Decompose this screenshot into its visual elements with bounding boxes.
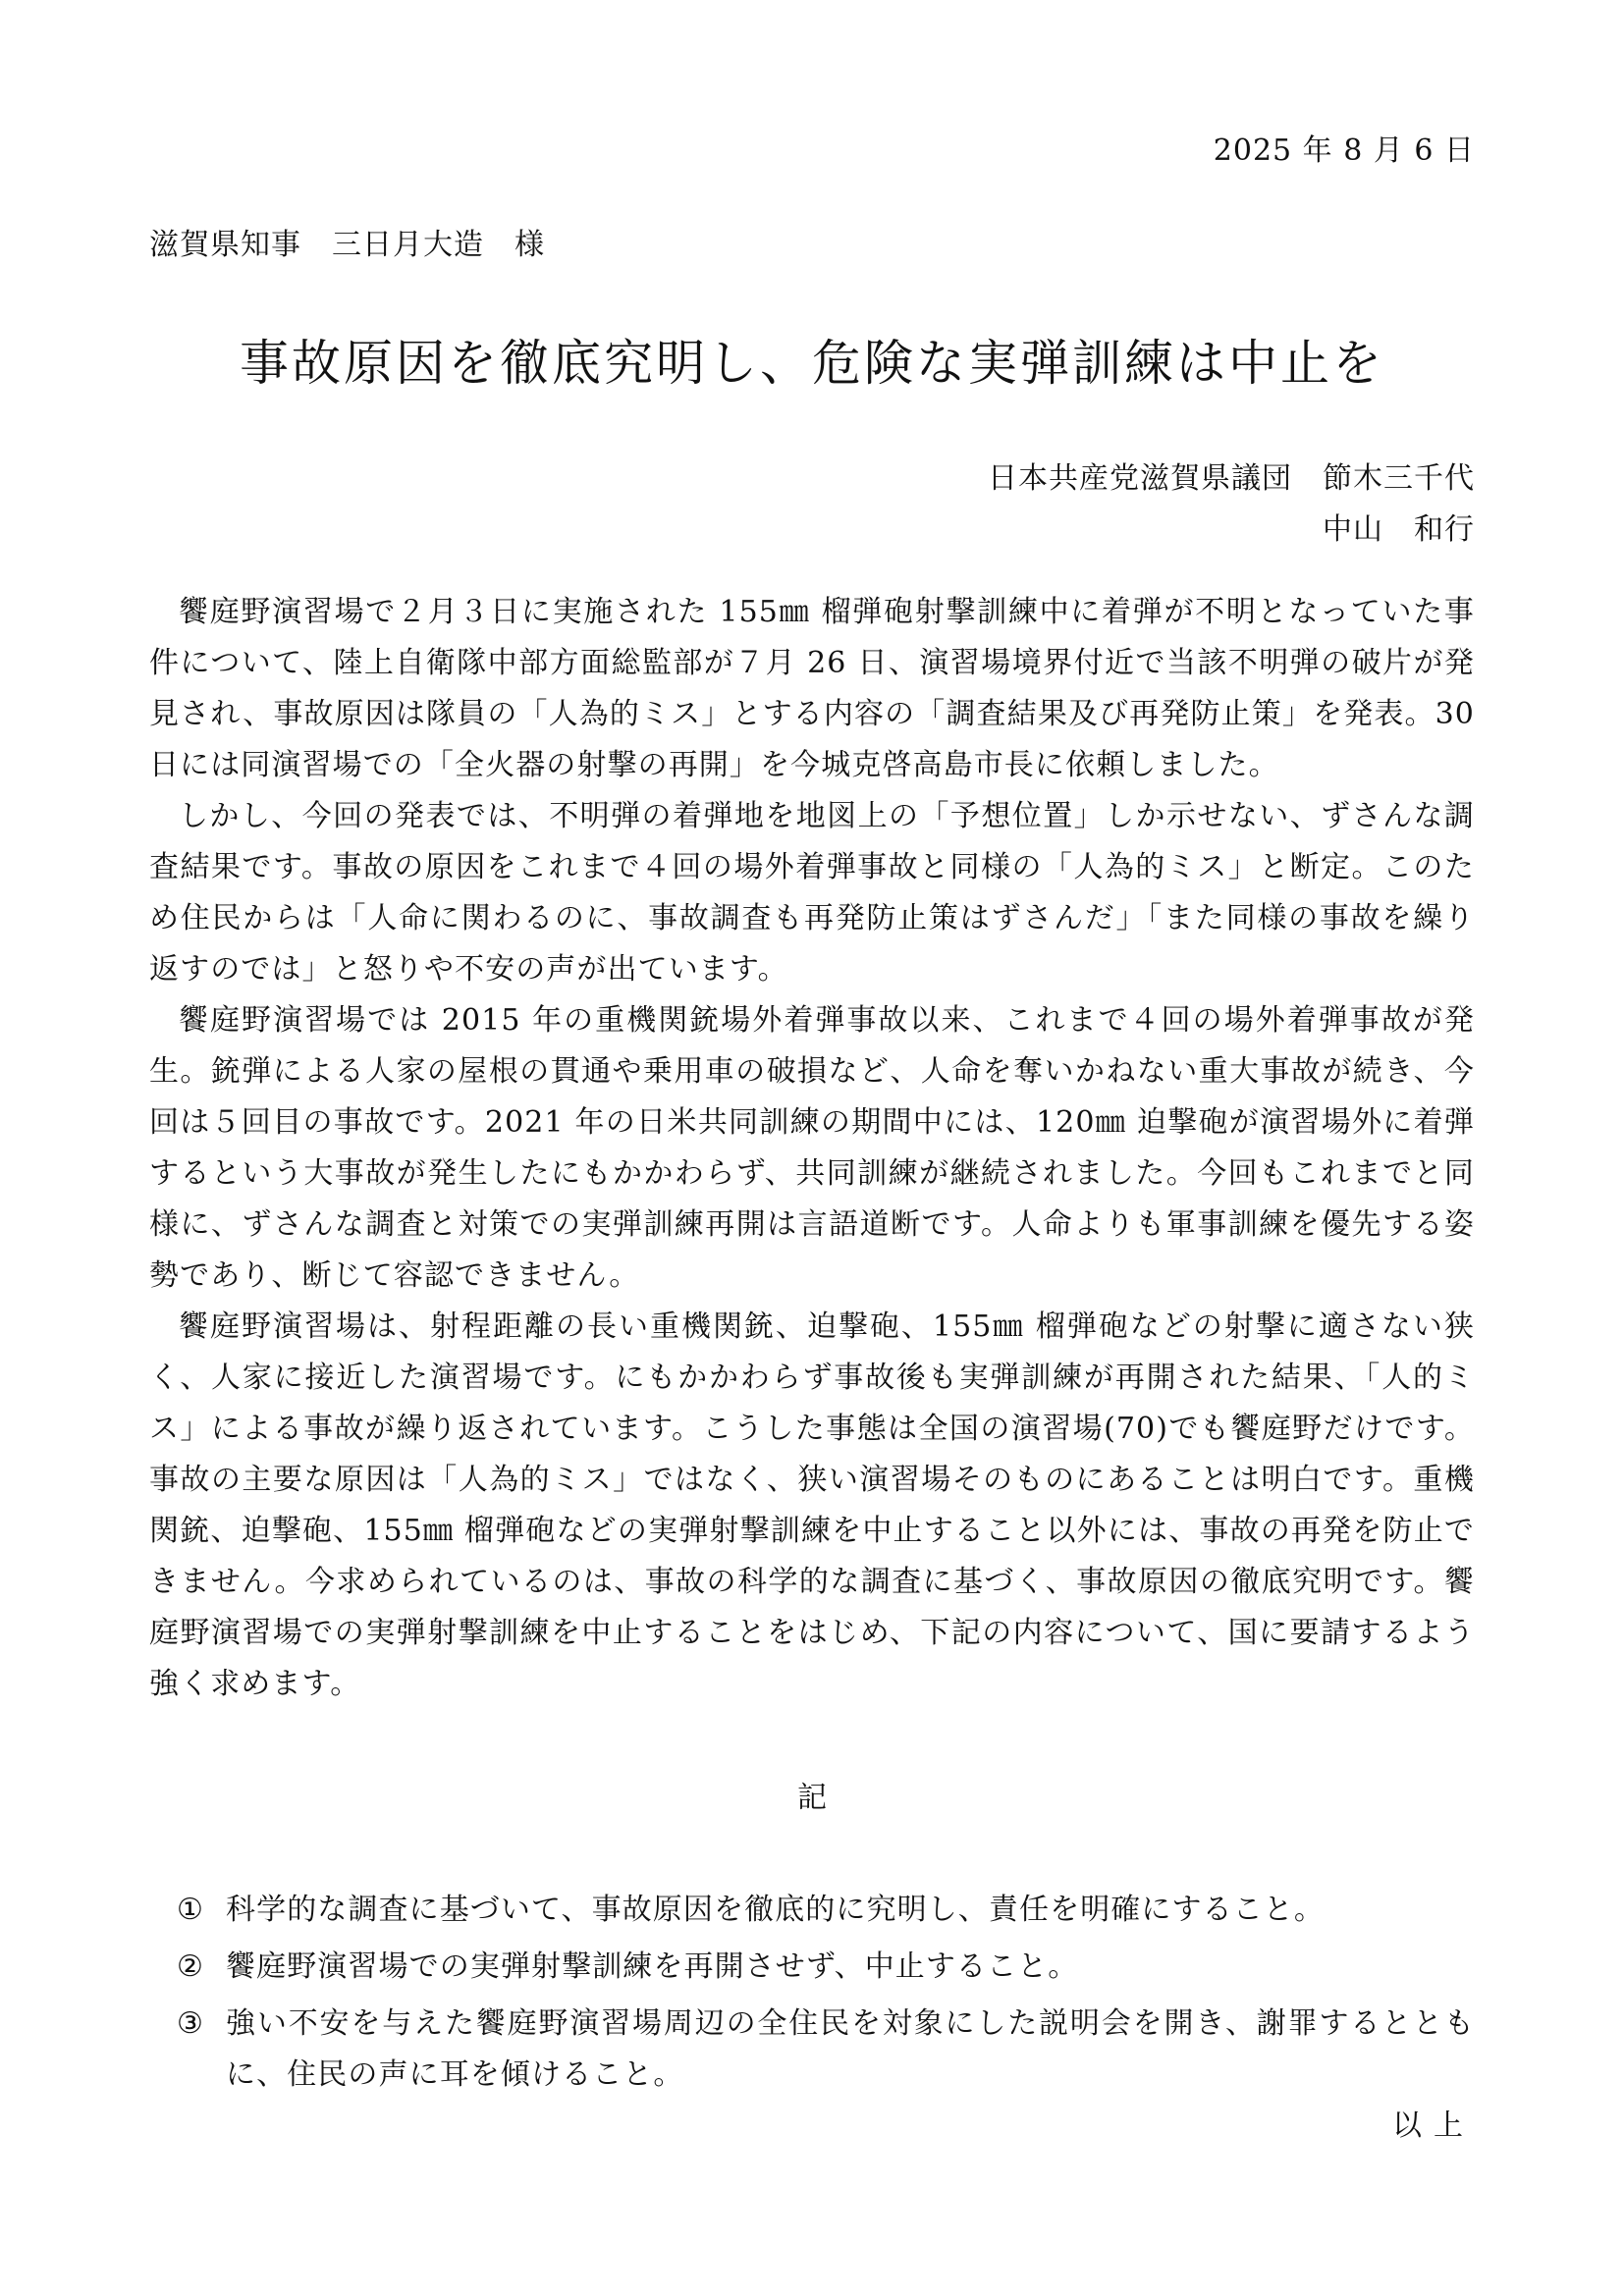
sender-org: 日本共産党滋賀県議団 節木三千代 xyxy=(988,461,1475,496)
paragraph: 饗庭野演習場は、射程距離の長い重機関銃、迫撃砲、155㎜ 榴弾砲などの射撃に適さない狭く、人家に接近した演習場です。にもかかわらず事故後も実弾訓練が再開された結果、「人的ミス」による事故が繰り返されています。こうした事態は全国の演習場(70)でも饗庭野だけです。事故の主要な原因は「人為的ミス」ではなく、狭い演習場そのものにあることは明白です。重機関銃、迫撃砲、155㎜ 榴弾砲などの実弾射撃訓練を中止すること以外には、事故の再発を防止できません。今求められているのは、事故の科学的な調査に基づく、事故原因の徹底究明です。饗庭野演習場での実弾射撃訓練を中止することをはじめ、下記の内容について、国に要請するよう強く求めます。 xyxy=(149,1309,1475,1701)
demand-number: ① xyxy=(177,1893,204,1927)
paragraph: 饗庭野演習場で２月３日に実施された 155㎜ 榴弾砲射撃訓練中に着弾が不明となっていた事件について、陸上自衛隊中部方面総監部が７月 26 日、演習場境界付近で当該不明弾の破片が発見され、事故原因は隊員の「人為的ミス」とする内容の「調査結果及び再発防止策」を発表。30 日には同演習場での「全火器の射撃の再開」を今城克啓高島市長に依頼しました。 xyxy=(149,595,1475,782)
demand-item xyxy=(177,1942,1475,1993)
demand-text: 科学的な調査に基づいて、事故原因を徹底的に究明し、責任を明確にすること。 xyxy=(226,1893,1325,1927)
document-date: 2025 年 8 月 6 日 xyxy=(1213,133,1475,168)
demand-item xyxy=(177,1885,1475,1936)
demand-number: ③ xyxy=(177,2006,204,2041)
document-title: 事故原因を徹底究明し、危険な実弾訓練は中止を xyxy=(240,335,1384,392)
demand-number: ② xyxy=(177,1949,204,1984)
paragraph: 饗庭野演習場では 2015 年の重機関銃場外着弾事故以来、これまで４回の場外着弾事故が発生。銃弾による人家の屋根の貫通や乗用車の破損など、人命を奪いかねない重大事故が続き、今回は５回目の事故です。2021 年の日米共同訓練の期間中には、120㎜ 迫撃砲が演習場外に着弾するという大事故が発生したにもかかわらず、共同訓練が継続されました。今回もこれまでと同様に、ずさんな調査と対策での実弾訓練再開は言語道断です。人命よりも軍事訓練を優先する姿勢であり、断じて容認できません。 xyxy=(149,1003,1475,1293)
closing-mark: 以上 xyxy=(1392,2109,1475,2143)
demand-text: 饗庭野演習場での実弾射撃訓練を再開させず、中止すること。 xyxy=(226,1949,1079,1984)
body-text xyxy=(149,587,1475,1710)
demand-text: 強い不安を与えた饗庭野演習場周辺の全住民を対象にした説明会を開き、謝罪するとともに、住民の声に耳を傾けること。 xyxy=(226,2006,1475,2092)
demands-list xyxy=(177,1885,1475,2107)
ki-heading: 記 xyxy=(797,1781,827,1815)
addressee: 滋賀県知事 三日月大造 様 xyxy=(149,228,545,262)
demand-item xyxy=(177,1999,1475,2101)
sender-block xyxy=(988,454,1475,556)
sender-member: 中山 和行 xyxy=(1323,512,1475,547)
paragraph: しかし、今回の発表では、不明弾の着弾地を地図上の「予想位置」しか示せない、ずさんな調査結果です。事故の原因をこれまで４回の場外着弾事故と同様の「人為的ミス」と断定。このため住民からは「人命に関わるのに、事故調査も再発防止策はずさんだ」「また同様の事故を繰り返すのでは」と怒りや不安の声が出ています。 xyxy=(149,799,1475,987)
